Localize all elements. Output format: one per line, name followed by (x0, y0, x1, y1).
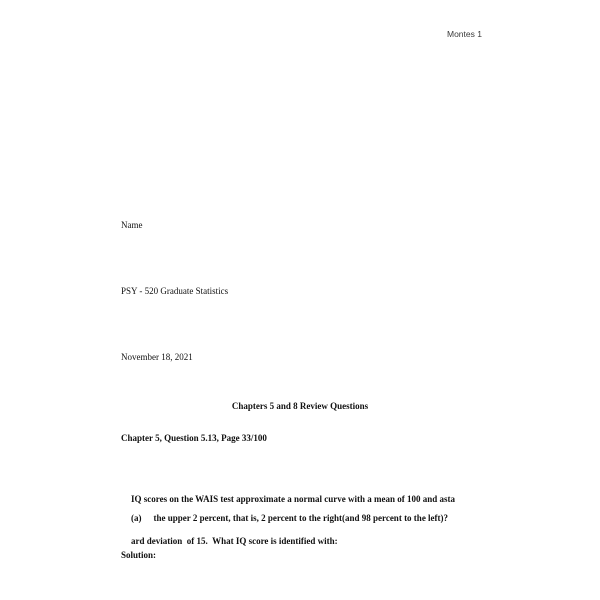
date-line: November 18, 2021 (121, 352, 193, 362)
document-title: Chapters 5 and 8 Review Questions (231, 401, 369, 411)
item-a-text: the upper 2 percent, that is, 2 percent to the right(and 98 percent to the left)? (153, 513, 449, 523)
question-line-2: ard deviation of 15. What IQ score is identified with: (131, 536, 338, 546)
chapter-question-line: Chapter 5, Question 5.13, Page 33/100 (121, 433, 267, 443)
question-line-1: IQ scores on the WAIS test approximate a normal curve with a mean of 100 and asta (131, 494, 455, 504)
course-line: PSY - 520 Graduate Statistics (121, 286, 229, 296)
solution-label: Solution: (121, 550, 157, 560)
mla-heading-block (121, 170, 228, 412)
item-a-marker: (a) (131, 513, 142, 523)
question-item-a (122, 503, 448, 533)
author-name-line: Name (121, 220, 143, 230)
running-head-page-label: Montes 1 (447, 29, 482, 39)
